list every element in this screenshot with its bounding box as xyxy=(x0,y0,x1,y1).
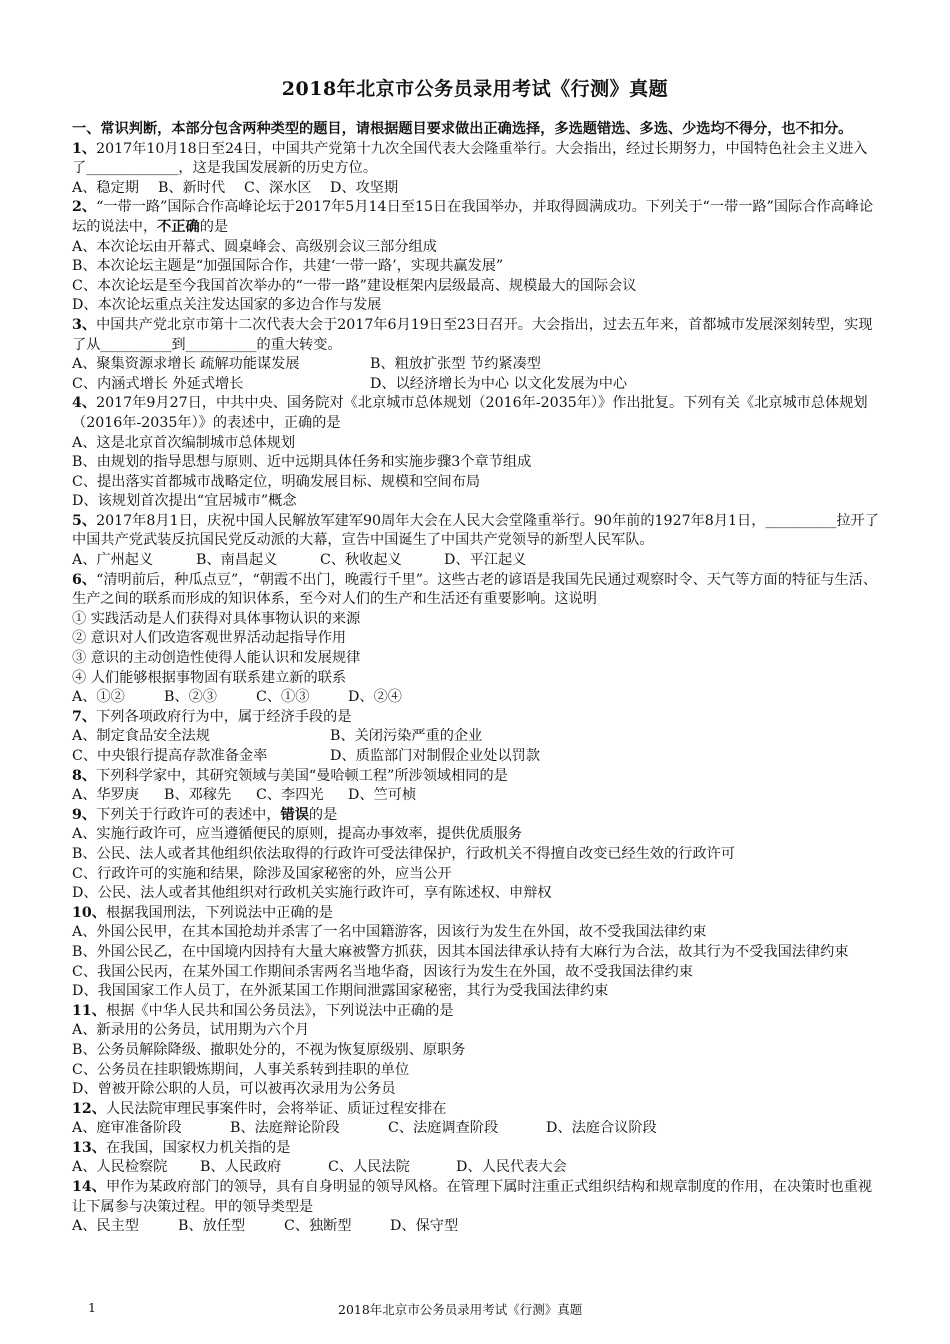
option-c: C、我国公民丙，在某外国工作期间杀害两名当地华裔，因该行为发生在外国，故不受我国法律约束 xyxy=(72,963,693,980)
option-b: B、新时代 xyxy=(158,179,226,196)
options-row xyxy=(72,786,880,806)
option-c: C、法庭调查阶段 xyxy=(388,1120,499,1137)
option-a: A、①② xyxy=(72,689,125,706)
question-number: 7、 xyxy=(72,708,97,725)
statement-4: ④ 人们能够根据事物固有联系建立新的联系 xyxy=(72,669,347,686)
question-text: 根据《中华人民共和国公务员法》，下列说法中正确的是 xyxy=(105,1002,454,1019)
option-d: D、公民、法人或者其他组织对行政机关实施行政许可，享有陈述权、申辩权 xyxy=(72,885,552,902)
question-text: 下列各项政府行为中，属于经济手段的是 xyxy=(96,708,352,725)
option-b: B、公务员解除降级、撤职处分的，不视为恢复原级别、原职务 xyxy=(72,1041,466,1058)
question-number: 9、 xyxy=(72,806,97,823)
option-a: A、制定食品安全法规 xyxy=(72,728,210,745)
options-row xyxy=(72,727,880,747)
question-text: 2017年8月1日，庆祝中国人民解放军建军90周年大会在人民大会堂隆重举行。90年前的1927年8月1日，__________拉开了中国共产党武装反抗国民党反动派的大幕，宣告中国诞生了中国共产党领导的新型人民军队。 xyxy=(72,512,879,549)
question-7 xyxy=(72,708,880,728)
option-b: B、关闭污染严重的企业 xyxy=(330,728,483,745)
option-a: A、稳定期 xyxy=(72,179,139,196)
question-9 xyxy=(72,806,880,826)
question-text: 2017年9月27日，中共中央、国务院对《北京城市总体规划（2016年-2035年）》作出批复。下列有关《北京城市总体规划（2016年-2035年）》的表述中，正确的是 xyxy=(72,395,868,431)
option-a: A、人民检察院 xyxy=(72,1159,168,1176)
question-14 xyxy=(72,1178,880,1217)
question-text-end: 的是 xyxy=(199,218,229,235)
option-a: A、庭审准备阶段 xyxy=(72,1120,182,1137)
question-number: 10、 xyxy=(72,904,106,921)
option-d: D、法庭合议阶段 xyxy=(546,1120,657,1137)
option-d: D、保守型 xyxy=(390,1218,459,1235)
question-text: 下列关于行政许可的表述中， xyxy=(96,806,281,823)
question-10 xyxy=(72,904,880,924)
option-c: C、李四光 xyxy=(256,787,324,804)
footer-title: 2018年北京市公务员录用考试《行测》真题 xyxy=(338,1302,583,1317)
option-c: C、独断型 xyxy=(284,1218,352,1235)
option-d: D、质监部门对制假企业处以罚款 xyxy=(330,748,541,764)
option-b: B、南昌起义 xyxy=(196,552,278,569)
option-b: B、人民政府 xyxy=(200,1159,282,1176)
question-5 xyxy=(72,512,880,551)
option-d: D、本次论坛重点关注发达国家的多边合作与发展 xyxy=(72,297,382,314)
options-row xyxy=(72,355,880,375)
question-number: 1、 xyxy=(72,140,97,157)
option-d: D、以经济增长为中心 以文化发展为中心 xyxy=(370,375,628,392)
option-c: C、内涵式增长 外延式增长 xyxy=(72,375,244,392)
question-text-end: 的是 xyxy=(308,806,338,823)
page-title: 2018年北京市公务员录用考试《行测》真题 xyxy=(281,78,669,100)
options-row xyxy=(72,551,880,571)
option-b: B、②③ xyxy=(164,689,217,706)
option-c: C、中央银行提高存款准备金率 xyxy=(72,748,268,764)
option-b: B、法庭辩论阶段 xyxy=(230,1120,340,1137)
statement-3: ③ 意识的主动创造性使得人能认识和发展规律 xyxy=(72,650,361,667)
question-number: 13、 xyxy=(72,1139,106,1156)
question-2 xyxy=(72,198,880,237)
options-row xyxy=(72,1217,880,1237)
option-b: B、放任型 xyxy=(178,1218,246,1235)
option-a: A、广州起义 xyxy=(72,552,154,569)
question-number: 5、 xyxy=(72,512,97,529)
question-text: “清明前后，种瓜点豆”，“朝霞不出门，晚霞行千里”。这些古老的谚语是我国先民通过观察时令、天气等方面的特征与生活、生产之间的联系而形成的知识体系，至今对人们的生产和生活还有重要影响。这说明 xyxy=(72,571,878,608)
question-text: 人民法院审理民事案件时，会将举证、质证过程安排在 xyxy=(105,1100,447,1117)
question-6 xyxy=(72,571,880,610)
options-row xyxy=(72,747,880,767)
option-a: A、聚集资源求增长 疏解功能谋发展 xyxy=(72,356,300,373)
option-a: A、实施行政许可，应当遵循便民的原则，提高办事效率，提供优质服务 xyxy=(72,826,523,843)
option-c: C、深水区 xyxy=(244,179,312,196)
option-c: C、人民法院 xyxy=(328,1159,410,1176)
option-d: D、攻坚期 xyxy=(330,179,399,196)
question-number: 14、 xyxy=(72,1179,106,1196)
question-number: 2、 xyxy=(72,199,97,216)
option-b: B、粗放扩张型 节约紧凑型 xyxy=(370,356,541,373)
question-8 xyxy=(72,767,880,787)
question-number: 8、 xyxy=(72,767,97,784)
question-13 xyxy=(72,1139,880,1159)
emphasis-text: 不正确 xyxy=(157,218,200,235)
section-heading: 一、常识判断，本部分包含两种类型的题目，请根据题目要求做出正确选择，多选题错选、多选、少选均不得分，也不扣分。 xyxy=(72,121,853,137)
question-number: 6、 xyxy=(72,571,97,588)
question-number: 12、 xyxy=(72,1100,106,1117)
option-c: C、提出落实首都城市战略定位，明确发展目标、规模和空间布局 xyxy=(72,473,481,490)
question-text: 2017年10月18日至24日，中国共产党第十九次全国代表大会隆重举行。大会指出，经过长期努力，中国特色社会主义进入了_____________，这是我国发展新的历史方位。 xyxy=(72,140,868,177)
options-row xyxy=(72,1158,880,1178)
option-c: C、①③ xyxy=(256,689,310,706)
option-a: A、外国公民甲，在其本国抢劫并杀害了一名中国籍游客，因该行为发生在外国，故不受我国法律约束 xyxy=(72,924,707,941)
question-4 xyxy=(72,394,880,433)
option-b: B、公民、法人或者其他组织依法取得的行政许可受法律保护，行政机关不得擅自改变已经生效的行政许可 xyxy=(72,845,736,862)
question-text: 中国共产党北京市第十二次代表大会于2017年6月19日至23日召开。大会指出，过去五年来，首都城市发展深刻转型，实现了从__________到__________的重大转变。 xyxy=(72,316,873,353)
statement-1: ① 实践活动是人们获得对具体事物认识的来源 xyxy=(72,610,361,627)
options-row xyxy=(72,1119,880,1139)
question-1 xyxy=(72,140,880,179)
question-3 xyxy=(72,316,880,355)
option-d: D、我国国家工作人员丁，在外派某国工作期间泄露国家秘密，其行为受我国法律约束 xyxy=(72,983,609,1000)
question-text: 根据我国刑法，下列说法中正确的是 xyxy=(105,904,333,921)
emphasis-text: 错误 xyxy=(280,806,309,823)
options-row xyxy=(72,375,880,395)
option-c: C、秋收起义 xyxy=(320,552,402,569)
option-b: B、由规划的指导思想与原则、近中远期具体任务和实施步骤3个章节组成 xyxy=(72,454,532,471)
question-number: 3、 xyxy=(72,316,97,333)
option-a: A、这是北京首次编制城市总体规划 xyxy=(72,434,296,451)
option-b: B、外国公民乙，在中国境内因持有大量大麻被警方抓获，因其本国法律承认持有大麻行为合法，故其行为不受我国法律约束 xyxy=(72,943,849,960)
page-number: 1 xyxy=(88,1300,96,1315)
option-d: D、②④ xyxy=(348,689,402,706)
option-a: A、华罗庚 xyxy=(72,787,139,804)
option-b: B、邓稼先 xyxy=(164,787,232,804)
question-number: 4、 xyxy=(72,395,97,412)
question-text: 甲作为某政府部门的领导，具有自身明显的领导风格。在管理下属时注重正式组织结构和规章制度的作用，在决策时也重视让下属参与决策过程。甲的领导类型是 xyxy=(72,1179,873,1215)
document-body xyxy=(72,120,880,1237)
question-text: 下列科学家中，其研究领域与美国“曼哈顿工程”所涉领域相同的是 xyxy=(96,767,508,784)
option-d: D、人民代表大会 xyxy=(456,1159,567,1176)
question-11 xyxy=(72,1002,880,1022)
options-row xyxy=(72,688,880,708)
question-text: “一带一路”国际合作高峰论坛于2017年5月14日至15日在我国举办，并取得圆满成功。下列关于“一带一路”国际合作高峰论坛的说法中， xyxy=(72,199,874,235)
question-12 xyxy=(72,1100,880,1120)
option-d: D、该规划首次提出“宜居城市”概念 xyxy=(72,493,297,510)
option-c: C、行政许可的实施和结果，除涉及国家秘密的外，应当公开 xyxy=(72,865,452,882)
question-text: 在我国，国家权力机关指的是 xyxy=(105,1139,291,1156)
option-a: A、新录用的公务员，试用期为六个月 xyxy=(72,1022,310,1039)
option-d: D、竺可桢 xyxy=(348,787,417,804)
option-c: C、公务员在挂职锻炼期间，人事关系转到挂职的单位 xyxy=(72,1061,410,1078)
option-a: A、民主型 xyxy=(72,1218,139,1235)
statement-2: ② 意识对人们改造客观世界活动起指导作用 xyxy=(72,630,347,647)
question-number: 11、 xyxy=(72,1002,106,1019)
option-d: D、曾被开除公职的人员，可以被再次录用为公务员 xyxy=(72,1081,396,1098)
options-row xyxy=(72,179,880,199)
option-b: B、本次论坛主题是“加强国际合作，共建‘一带一路’，实现共赢发展” xyxy=(72,258,504,275)
option-d: D、平江起义 xyxy=(444,552,527,569)
option-a: A、本次论坛由开幕式、圆桌峰会、高级别会议三部分组成 xyxy=(72,238,437,255)
option-c: C、本次论坛是至今我国首次举办的“一带一路”建设框架内层级最高、规模最大的国际会议 xyxy=(72,277,637,294)
